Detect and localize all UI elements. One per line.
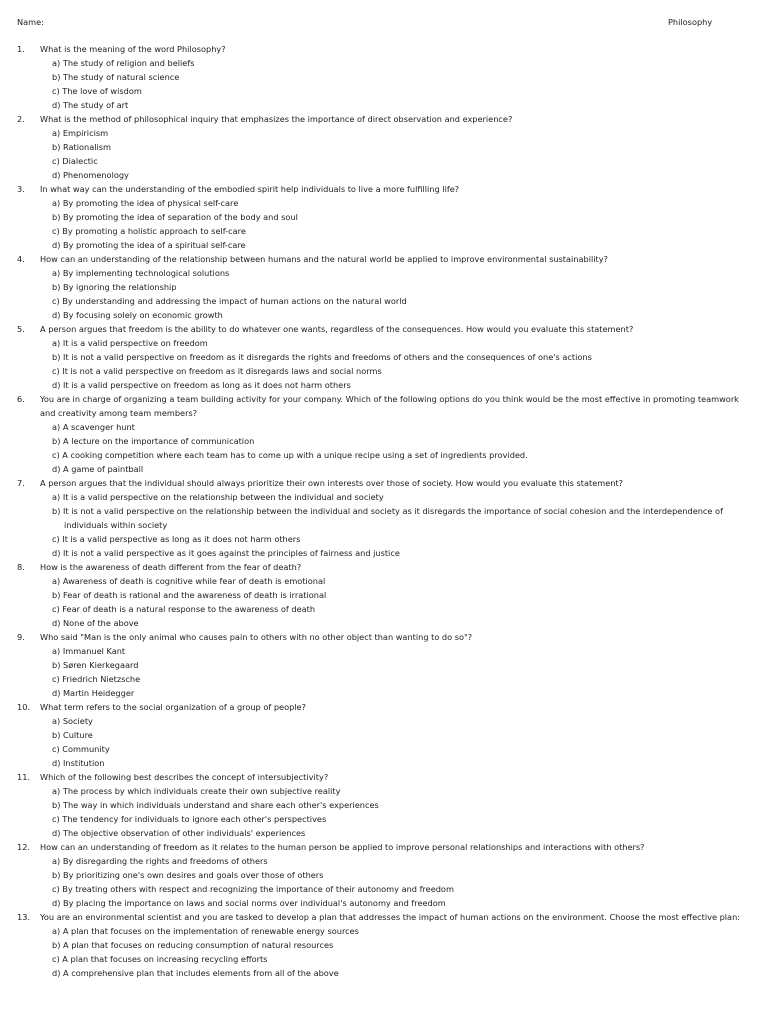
question-item: [17, 252, 757, 322]
page-header: [17, 17, 716, 29]
answer-option: c) A plan that focuses on increasing recycling efforts: [52, 954, 268, 964]
question-item: [17, 700, 757, 770]
answer-option: b) It is not a valid perspective on the relationship between the individual and society as it disregards the importance of social cohesion and the interdependence of individuals within society: [52, 506, 723, 530]
answer-option: d) By promoting the idea of a spiritual self-care: [52, 240, 246, 250]
answer-option: c) By treating others with respect and recognizing the importance of their autonomy and freedom: [52, 884, 454, 894]
question-item: [17, 112, 757, 182]
question-number: 9.: [17, 632, 25, 642]
answer-options: [17, 924, 757, 980]
question-number: 12.: [17, 842, 31, 852]
question-number: 2.: [17, 114, 25, 124]
answer-option: d) None of the above: [52, 618, 139, 628]
answer-option: a) Empiricism: [52, 128, 109, 138]
answer-option: a) By promoting the idea of physical self-care: [52, 198, 239, 208]
answer-options: [17, 644, 757, 700]
answer-option: a) It is a valid perspective on freedom: [52, 338, 208, 348]
answer-option: b) By promoting the idea of separation of the body and soul: [52, 212, 298, 222]
answer-option: b) A lecture on the importance of communication: [52, 436, 255, 446]
answer-options: [17, 420, 757, 476]
answer-option: c) It is not a valid perspective on freedom as it disregards laws and social norms: [52, 366, 382, 376]
question-text: What is the method of philosophical inquiry that emphasizes the importance of direct observation and experience?: [40, 114, 513, 124]
question-number: 3.: [17, 184, 25, 194]
question-text: What term refers to the social organization of a group of people?: [40, 702, 306, 712]
question-item: [17, 182, 757, 252]
answer-option: a) Society: [52, 716, 93, 726]
question-item: [17, 770, 757, 840]
answer-option: b) Culture: [52, 730, 93, 740]
question-item: [17, 476, 757, 560]
answer-options: [17, 574, 757, 630]
answer-option: a) By implementing technological solutions: [52, 268, 230, 278]
question-item: [17, 630, 757, 700]
answer-option: d) Phenomenology: [52, 170, 129, 180]
question-text: A person argues that the individual should always prioritize their own interests over those of society. How would you evaluate this statement?: [40, 478, 624, 488]
answer-options: [17, 490, 757, 560]
question-item: [17, 392, 757, 476]
answer-options: [17, 784, 757, 840]
answer-option: d) It is not a valid perspective as it goes against the principles of fairness and justice: [52, 548, 400, 558]
question-text: In what way can the understanding of the embodied spirit help individuals to live a more fulfilling life?: [40, 184, 460, 194]
answer-options: [17, 336, 757, 392]
question-item: [17, 910, 757, 980]
question-item: [17, 322, 757, 392]
answer-option: b) The study of natural science: [52, 72, 180, 82]
answer-option: c) The love of wisdom: [52, 86, 142, 96]
answer-option: a) The study of religion and beliefs: [52, 58, 195, 68]
answer-option: d) A game of paintball: [52, 464, 144, 474]
answer-option: a) The process by which individuals create their own subjective reality: [52, 786, 341, 796]
answer-option: c) A cooking competition where each team has to come up with a unique recipe using a set of ingredients provided.: [52, 450, 528, 460]
answer-options: [17, 126, 757, 182]
question-number: 5.: [17, 324, 25, 334]
answer-options: [17, 196, 757, 252]
question-number: 1.: [17, 44, 25, 54]
question-number: 11.: [17, 772, 31, 782]
answer-option: b) Rationalism: [52, 142, 112, 152]
question-number: 6.: [17, 394, 25, 404]
question-text: What is the meaning of the word Philosophy?: [40, 44, 226, 54]
answer-option: b) By prioritizing one's own desires and goals over those of others: [52, 870, 324, 880]
answer-option: c) Friedrich Nietzsche: [52, 674, 141, 684]
answer-option: d) A comprehensive plan that includes elements from all of the above: [52, 968, 339, 978]
answer-option: a) Awareness of death is cognitive while fear of death is emotional: [52, 576, 326, 586]
answer-option: b) It is not a valid perspective on freedom as it disregards the rights and freedoms of others and the consequences of one's actions: [52, 352, 592, 362]
question-number: 7.: [17, 478, 25, 488]
answer-option: c) By understanding and addressing the impact of human actions on the natural world: [52, 296, 407, 306]
question-text: You are an environmental scientist and you are tasked to develop a plan that addresses the impact of human actions on the environment. Choose the most effective plan:: [40, 912, 741, 922]
answer-option: b) Søren Kierkegaard: [52, 660, 139, 670]
question-item: [17, 42, 757, 112]
name-label: Name:: [17, 17, 44, 27]
answer-option: b) A plan that focuses on reducing consumption of natural resources: [52, 940, 334, 950]
answer-option: d) The objective observation of other individuals' experiences: [52, 828, 306, 838]
question-number: 10.: [17, 702, 31, 712]
question-text: How can an understanding of freedom as it relates to the human person be applied to improve personal relationships and interactions with others?: [40, 842, 645, 852]
answer-option: a) A plan that focuses on the implementation of renewable energy sources: [52, 926, 359, 936]
answer-option: b) Fear of death is rational and the awareness of death is irrational: [52, 590, 327, 600]
answer-option: d) By placing the importance on laws and social norms over individual's autonomy and freedom: [52, 898, 446, 908]
answer-option: c) Fear of death is a natural response to the awareness of death: [52, 604, 316, 614]
question-text: A person argues that freedom is the ability to do whatever one wants, regardless of the consequences. How would you evaluate this statement?: [40, 324, 634, 334]
answer-option: a) A scavenger hunt: [52, 422, 135, 432]
subject-title: Philosophy: [668, 17, 713, 27]
answer-option: a) It is a valid perspective on the relationship between the individual and society: [52, 492, 384, 502]
answer-options: [17, 266, 757, 322]
answer-option: d) The study of art: [52, 100, 129, 110]
answer-option: c) Dialectic: [52, 156, 98, 166]
answer-option: d) By focusing solely on economic growth: [52, 310, 223, 320]
question-text: How is the awareness of death different from the fear of death?: [40, 562, 302, 572]
question-number: 4.: [17, 254, 25, 264]
answer-options: [17, 854, 757, 910]
answer-option: d) Institution: [52, 758, 105, 768]
answer-option: c) It is a valid perspective as long as it does not harm others: [52, 534, 301, 544]
answer-option: c) Community: [52, 744, 110, 754]
answer-options: [17, 56, 757, 112]
answer-option: b) The way in which individuals understand and share each other's experiences: [52, 800, 379, 810]
question-text: How can an understanding of the relationship between humans and the natural world be applied to improve environmental sustainability?: [40, 254, 608, 264]
answer-option: c) By promoting a holistic approach to self-care: [52, 226, 246, 236]
question-item: [17, 560, 757, 630]
question-text: Which of the following best describes the concept of intersubjectivity?: [40, 772, 329, 782]
answer-option: d) Martin Heidegger: [52, 688, 135, 698]
question-number: 8.: [17, 562, 25, 572]
answer-option: d) It is a valid perspective on freedom as long as it does not harm others: [52, 380, 351, 390]
question-item: [17, 840, 757, 910]
answer-option: a) Immanuel Kant: [52, 646, 126, 656]
question-text: You are in charge of organizing a team building activity for your company. Which of the following options do you think would be the most effective in promoting teamwork and creativity among team members?: [40, 394, 739, 418]
answer-option: c) The tendency for individuals to ignore each other's perspectives: [52, 814, 327, 824]
question-list: [17, 42, 757, 980]
question-text: Who said "Man is the only animal who causes pain to others with no other object than wanting to do so"?: [40, 632, 473, 642]
answer-option: a) By disregarding the rights and freedoms of others: [52, 856, 268, 866]
answer-options: [17, 714, 757, 770]
question-number: 13.: [17, 912, 31, 922]
answer-option: b) By ignoring the relationship: [52, 282, 177, 292]
